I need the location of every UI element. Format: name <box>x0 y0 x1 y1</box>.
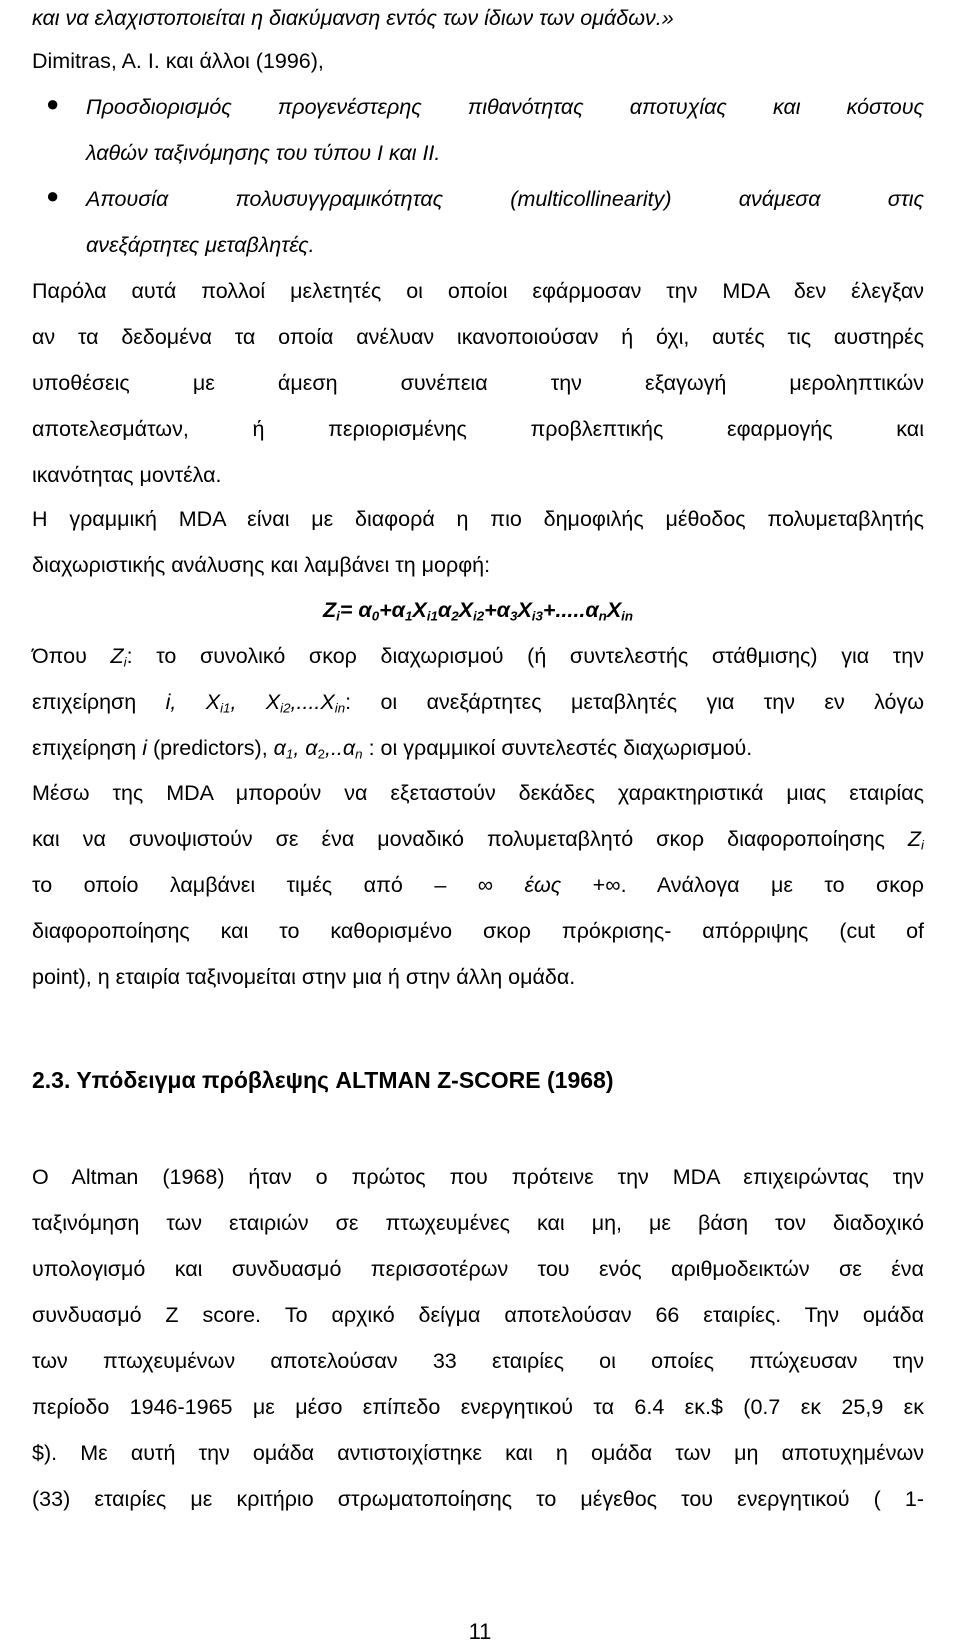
paragraph-line: συνδυασμό Z score. Το αρχικό δείγμα αποτελούσαν 66 εταιρίες. Την ομάδα <box>32 1303 924 1327</box>
paragraph-line: $). Με αυτή την ομάδα αντιστοιχίστηκε και η ομάδα των μη αποτυχημένων <box>32 1441 924 1465</box>
definition-line: επιχείρηση i (predictors), $\alpha_1$, $\alpha_2,..\alpha_n$ : οι γραμμικοί συντελεστές διαχωρισμού. <box>32 736 753 762</box>
paragraph-line: ικανότητας μοντέλα. <box>32 463 222 487</box>
paragraph-line: Μέσω της MDA μπορούν να εξεταστούν δεκάδες χαρακτηριστικά μιας εταιρίας <box>32 781 924 805</box>
paragraph-line: (33) εταιρίες με κριτήριο στρωματοποίησης το μέγεθος του ενεργητικού ( 1- <box>32 1487 924 1511</box>
paragraph-line: περίοδο 1946-1965 με μέσο επίπεδο ενεργητικού τα 6.4 εκ.$ (0.7 εκ 25,9 εκ <box>32 1395 924 1419</box>
paragraph-line: Παρόλα αυτά πολλοί μελετητές οι οποίοι εφάρμοσαν την MDA δεν έλεγξαν <box>32 279 924 303</box>
paragraph-line: O Altman (1968) ήταν ο πρώτος που πρότεινε την MDA επιχειρώντας την <box>32 1165 924 1189</box>
paragraph-line: των πτωχευμένων αποτελούσαν 33 εταιρίες οι οποίες πτώχευσαν την <box>32 1349 924 1373</box>
paragraph-line: Η γραμμική MDA είναι με διαφορά η πιο δημοφιλής μέθοδος πολυμεταβλητής <box>32 507 924 531</box>
paragraph-line: αποτελεσμάτων, ή περιορισμένης προβλεπτικής εφαρμογής και <box>32 417 924 441</box>
citation-line: Dimitras, A. I. και άλλοι (1996), <box>32 49 324 73</box>
paragraph-line: διαχωριστικής ανάλυσης και λαμβάνει τη μορφή: <box>32 553 491 577</box>
section-heading: 2.3. Υπόδειγμα πρόβλεψης ALTMAN Z-SCORE (1968) <box>32 1067 614 1093</box>
paragraph-line: και να συνοψιστούν σε ένα μοναδικό πολυμεταβλητό σκορ διαφοροποίησης $Z_i$ <box>32 827 924 853</box>
bullet-item-text: ανεξάρτητες μεταβλητές. <box>86 233 315 257</box>
paragraph-line: αν τα δεδομένα τα οποία ανέλυαν ικανοποιούσαν ή όχι, αυτές τις αυστηρές <box>32 325 924 349</box>
paragraph-line: διαφοροποίησης και το καθορισμένο σκορ πρόκρισης- απόρριψης (cut of <box>32 919 924 943</box>
page-number: 11 <box>468 1619 492 1644</box>
bullet-item-text: Απουσία πολυσυγγραμικότητας (multicollinearity) ανάμεσα στις <box>86 187 924 211</box>
definition-line: Όπου $Z_i$: το συνολικό σκορ διαχωρισμού (ή συντελεστής στάθμισης) για την <box>32 644 924 670</box>
text-line: και να ελαχιστοποιείται η διακύμανση εντός των ίδιων των ομάδων.» <box>32 6 674 30</box>
definition-line: επιχείρηση i, $X_{i1}$, $X_{i2},....X_{in}$: οι ανεξάρτητες μεταβλητές για την εν λόγω <box>32 690 924 716</box>
paragraph-line: ταξινόμηση των εταιριών σε πτωχευμένες και μη, με βάση τον διαδοχικό <box>32 1211 924 1235</box>
bullet-item-text: Προσδιορισμός προγενέστερης πιθανότητας αποτυχίας και κόστους <box>86 95 924 119</box>
bullet-item-text: λαθών ταξινόμησης του τύπου I και II. <box>86 141 441 165</box>
paragraph-line: το οποίο λαμβάνει τιμές από – ∞ έως +∞. Ανάλογα με το σκορ <box>32 873 924 897</box>
paragraph-line: υποθέσεις με άμεση συνέπεια την εξαγωγή μεροληπτικών <box>32 371 924 395</box>
paragraph-line: point), η εταιρία ταξινομείται στην μια ή στην άλλη ομάδα. <box>32 965 576 989</box>
paragraph-line: υπολογισμό και συνδυασμό περισσοτέρων του ενός αριθμοδεικτών σε ένα <box>32 1257 924 1281</box>
formula: $Z_i= \alpha_0+\alpha_1X_{i1}\alpha_2X_{i2}+\alpha_3X_{i3}+.....\alpha_nX_{in}$ <box>322 598 634 624</box>
bullet-icon: ● <box>46 183 60 208</box>
bullet-icon: ● <box>46 91 60 116</box>
